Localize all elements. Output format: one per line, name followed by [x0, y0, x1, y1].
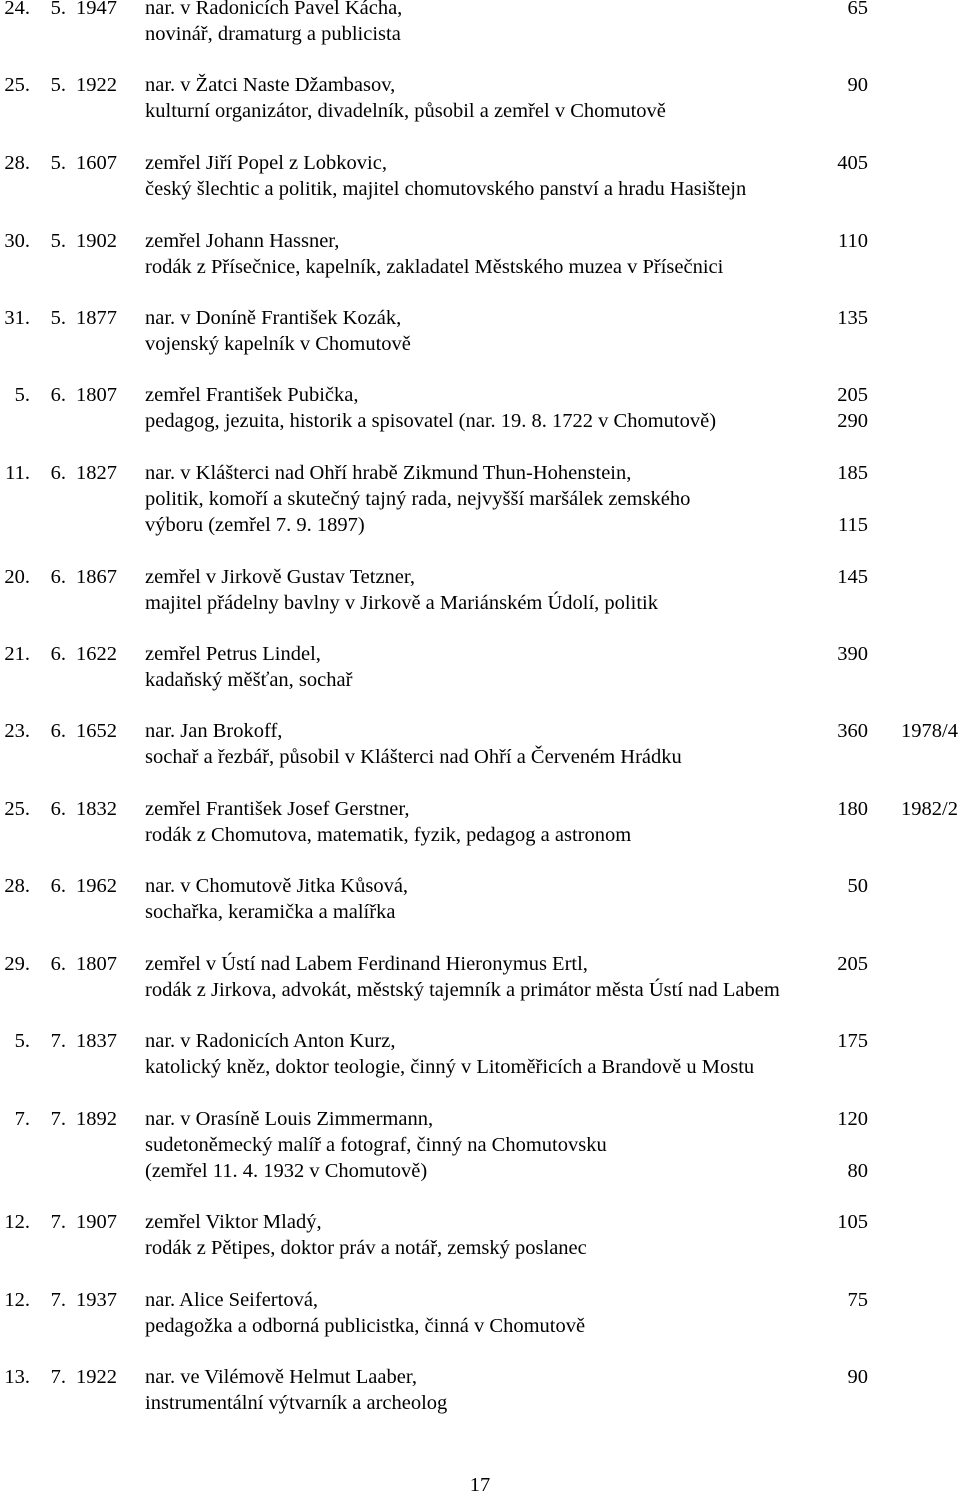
date-month: 5. — [50, 0, 66, 19]
date-month: 6. — [50, 875, 66, 897]
entry-headline: nar. v Klášterci nad Ohří hrabě Zikmund Thun-Hohenstein, — [145, 462, 632, 484]
anniversary-years: 90 — [847, 74, 868, 96]
anniversary-years: 65 — [847, 0, 868, 19]
date-month: 5. — [50, 307, 66, 329]
date-day: 12. — [4, 1289, 30, 1311]
date-month: 5. — [50, 74, 66, 96]
date-month: 7. — [50, 1108, 66, 1130]
entry-headline: nar. Jan Brokoff, — [145, 720, 283, 742]
anniversary-years: 90 — [847, 1366, 868, 1388]
list-item — [0, 228, 960, 280]
entry-headline: zemřel Jiří Popel z Lobkovic, — [145, 152, 387, 174]
publication-reference: 1982/2 — [901, 798, 958, 820]
date-month: 7. — [50, 1211, 66, 1233]
entry-headline: zemřel Johann Hassner, — [145, 230, 340, 252]
anniversary-years: 120 — [837, 1108, 868, 1130]
date-year: 1877 — [76, 307, 117, 329]
date-year: 1837 — [76, 1030, 117, 1052]
entry-description: sochařka, keramička a malířka — [145, 901, 396, 923]
date-year: 1807 — [76, 953, 117, 975]
list-item — [0, 1364, 960, 1416]
date-month: 7. — [50, 1030, 66, 1052]
date-day: 21. — [4, 643, 30, 665]
date-month: 6. — [50, 953, 66, 975]
date-month: 6. — [50, 566, 66, 588]
anniversary-years: 105 — [837, 1211, 868, 1233]
date-day: 31. — [4, 307, 30, 329]
date-month: 6. — [50, 643, 66, 665]
list-item — [0, 1209, 960, 1261]
entry-headline: nar. Alice Seifertová, — [145, 1289, 319, 1311]
date-month: 6. — [50, 462, 66, 484]
entry-description: rodák z Chomutova, matematik, fyzik, pedagog a astronom — [145, 824, 632, 846]
list-item — [0, 460, 960, 538]
anniversary-years-secondary: 80 — [847, 1160, 868, 1182]
entry-description-cont: (zemřel 11. 4. 1932 v Chomutově) — [145, 1160, 428, 1182]
anniversary-years: 50 — [847, 875, 868, 897]
anniversary-years: 360 — [837, 720, 868, 742]
entry-description-cont: výboru (zemřel 7. 9. 1897) — [145, 514, 365, 536]
list-item — [0, 796, 960, 848]
list-item — [0, 1106, 960, 1184]
date-day: 5. — [14, 384, 30, 406]
date-day: 7. — [14, 1108, 30, 1130]
entry-headline: nar. v Radonicích Pavel Kácha, — [145, 0, 403, 19]
list-item — [0, 564, 960, 616]
date-day: 29. — [4, 953, 30, 975]
list-item — [0, 305, 960, 357]
page-number: 17 — [469, 1474, 491, 1496]
anniversary-years: 145 — [837, 566, 868, 588]
entry-description: instrumentální výtvarník a archeolog — [145, 1392, 448, 1414]
date-day: 30. — [4, 230, 30, 252]
entry-headline: nar. v Žatci Naste Džambasov, — [145, 74, 396, 96]
date-month: 5. — [50, 152, 66, 174]
entry-description: katolický kněz, doktor teologie, činný v Litoměřicích a Brandově u Mostu — [145, 1056, 755, 1078]
anniversary-years-secondary: 290 — [837, 410, 868, 432]
list-item — [0, 382, 960, 434]
entry-headline: nar. v Doníně František Kozák, — [145, 307, 402, 329]
date-year: 1622 — [76, 643, 117, 665]
anniversary-years: 405 — [837, 152, 868, 174]
entry-description: majitel přádelny bavlny v Jirkově a Mariánském Údolí, politik — [145, 592, 658, 614]
anniversary-years: 390 — [837, 643, 868, 665]
date-day: 12. — [4, 1211, 30, 1233]
anniversary-years-secondary: 115 — [838, 514, 868, 536]
date-day: 28. — [4, 875, 30, 897]
date-year: 1922 — [76, 1366, 117, 1388]
date-day: 25. — [4, 798, 30, 820]
date-month: 7. — [50, 1366, 66, 1388]
entry-description: rodák z Přísečnice, kapelník, zakladatel Městského muzea v Přísečnici — [145, 256, 724, 278]
entry-description: politik, komoří a skutečný tajný rada, nejvyšší maršálek zemského — [145, 488, 691, 510]
entry-headline: zemřel František Pubička, — [145, 384, 359, 406]
date-year: 1867 — [76, 566, 117, 588]
entry-description: pedagog, jezuita, historik a spisovatel (nar. 19. 8. 1722 v Chomutově) — [145, 410, 717, 432]
date-month: 6. — [50, 798, 66, 820]
date-year: 1962 — [76, 875, 117, 897]
date-day: 13. — [4, 1366, 30, 1388]
entry-description: sochař a řezbář, působil v Klášterci nad Ohří a Červeném Hrádku — [145, 746, 682, 768]
list-item — [0, 72, 960, 124]
anniversary-years: 110 — [838, 230, 868, 252]
list-item — [0, 873, 960, 925]
date-month: 7. — [50, 1289, 66, 1311]
date-year: 1807 — [76, 384, 117, 406]
entry-description: český šlechtic a politik, majitel chomutovského panství a hradu Hasištejn — [145, 178, 747, 200]
date-month: 6. — [50, 720, 66, 742]
entry-headline: zemřel Petrus Lindel, — [145, 643, 321, 665]
list-item — [0, 150, 960, 202]
entry-description: sudetoněmecký malíř a fotograf, činný na Chomutovsku — [145, 1134, 607, 1156]
publication-reference: 1978/4 — [901, 720, 958, 742]
anniversary-years: 205 — [837, 384, 868, 406]
list-item — [0, 641, 960, 693]
date-day: 25. — [4, 74, 30, 96]
entry-headline: zemřel Viktor Mladý, — [145, 1211, 322, 1233]
entry-description: novinář, dramaturg a publicista — [145, 23, 401, 45]
date-year: 1947 — [76, 0, 117, 19]
entry-description: kadaňský měšťan, sochař — [145, 669, 353, 691]
date-year: 1902 — [76, 230, 117, 252]
list-item — [0, 0, 960, 47]
anniversary-years: 175 — [837, 1030, 868, 1052]
list-item — [0, 1287, 960, 1339]
date-day: 24. — [4, 0, 30, 19]
date-year: 1832 — [76, 798, 117, 820]
anniversary-years: 75 — [847, 1289, 868, 1311]
date-month: 6. — [50, 384, 66, 406]
anniversary-years: 205 — [837, 953, 868, 975]
entry-headline: zemřel v Ústí nad Labem Ferdinand Hieronymus Ertl, — [145, 953, 588, 975]
list-item — [0, 1028, 960, 1080]
entry-description: vojenský kapelník v Chomutově — [145, 333, 411, 355]
date-day: 23. — [4, 720, 30, 742]
entry-description: rodák z Jirkova, advokát, městský tajemník a primátor města Ústí nad Labem — [145, 979, 780, 1001]
date-day: 11. — [5, 462, 30, 484]
date-year: 1907 — [76, 1211, 117, 1233]
entry-description: kulturní organizátor, divadelník, působil a zemřel v Chomutově — [145, 100, 666, 122]
entry-headline: nar. v Chomutově Jitka Kůsová, — [145, 875, 409, 897]
date-day: 20. — [4, 566, 30, 588]
date-day: 5. — [14, 1030, 30, 1052]
date-year: 1937 — [76, 1289, 117, 1311]
entry-headline: nar. v Radonicích Anton Kurz, — [145, 1030, 396, 1052]
date-year: 1652 — [76, 720, 117, 742]
anniversary-years: 135 — [837, 307, 868, 329]
entry-headline: nar. v Orasíně Louis Zimmermann, — [145, 1108, 434, 1130]
anniversary-years: 180 — [837, 798, 868, 820]
entry-description: rodák z Pětipes, doktor práv a notář, zemský poslanec — [145, 1237, 587, 1259]
anniversary-years: 185 — [837, 462, 868, 484]
date-year: 1892 — [76, 1108, 117, 1130]
date-year: 1922 — [76, 74, 117, 96]
date-year: 1827 — [76, 462, 117, 484]
list-item — [0, 951, 960, 1003]
list-item — [0, 718, 960, 770]
date-year: 1607 — [76, 152, 117, 174]
entry-headline: zemřel František Josef Gerstner, — [145, 798, 410, 820]
entry-description: pedagožka a odborná publicistka, činná v Chomutově — [145, 1315, 586, 1337]
date-day: 28. — [4, 152, 30, 174]
entry-headline: zemřel v Jirkově Gustav Tetzner, — [145, 566, 416, 588]
date-month: 5. — [50, 230, 66, 252]
entry-headline: nar. ve Vilémově Helmut Laaber, — [145, 1366, 417, 1388]
